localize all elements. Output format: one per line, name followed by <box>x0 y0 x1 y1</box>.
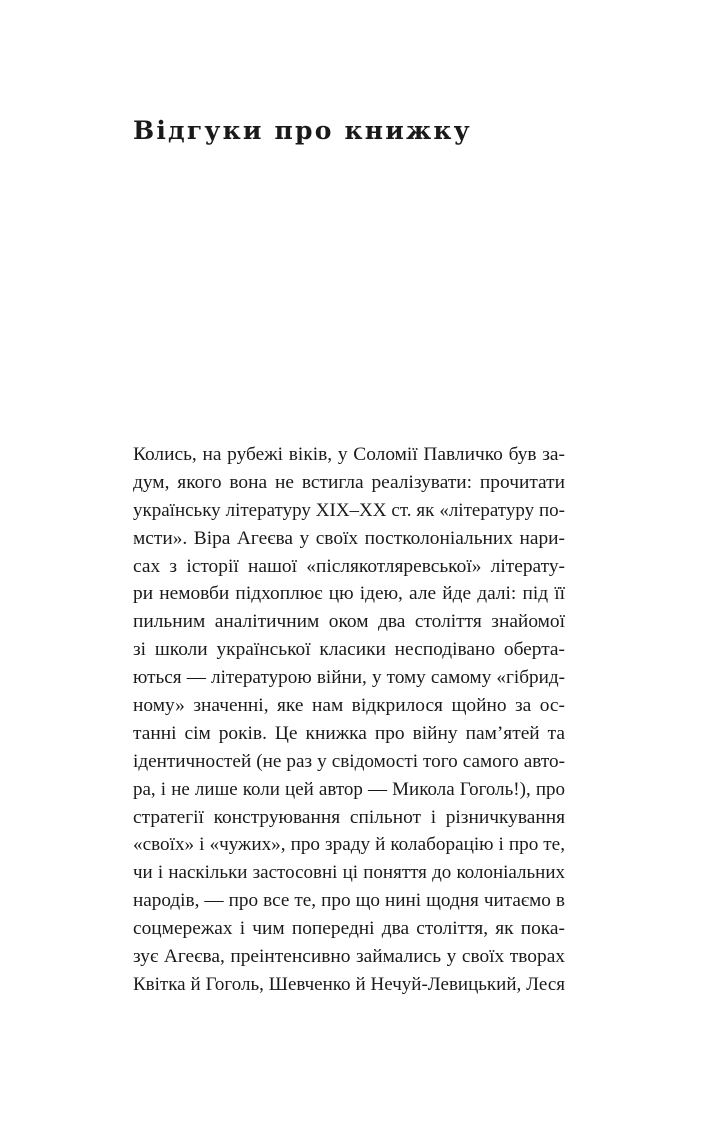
paragraph-line: соцмережах і чим попередні два століття, як пока- <box>133 918 565 940</box>
paragraph-line: ра, і не лише коли цей автор — Микола Гоголь!), про <box>133 778 565 800</box>
paragraph-line: пильним аналітичним оком два століття знайомої <box>133 611 565 633</box>
paragraph-line: Квітка й Гоголь, Шевченко й Нечуй-Левицький, Леся <box>133 973 565 995</box>
paragraph-line: чи і наскільки застосовні ці поняття до колоніальних <box>133 862 565 884</box>
paragraph-line: сах з історії нашої «післякотляревської» літерату- <box>133 555 565 577</box>
paragraph-line: зує Агеєва, преінтенсивно займались у своїх творах <box>133 946 565 968</box>
paragraph-line: народів, — про все те, про що нині щодня читаємо в <box>133 890 565 912</box>
paragraph-line: ному» значенні, яке нам відкрилося щойно за ос- <box>133 695 565 717</box>
paragraph-line: Колись, на рубежі віків, у Соломії Павличко був за- <box>133 444 565 465</box>
paragraph-line: «своїх» і «чужих», про зраду й колаборацію і про те, <box>133 834 565 856</box>
paragraph-line: стратегії конструювання спільнот і різничкування <box>133 806 565 828</box>
paragraph-line: дум, якого вона не встигла реалізувати: прочитати <box>133 471 565 493</box>
paragraph-line: танні сім років. Це книжка про війну пам’ятей та <box>133 722 565 744</box>
paragraph-line: ри немовби підхоплює цю ідею, але йде далі: під її <box>133 583 565 605</box>
paragraph-line: українську літературу ХІХ–ХХ ст. як «літературу по- <box>133 499 565 521</box>
paragraph-line: ідентичностей (не раз у свідомості того самого авто- <box>133 750 565 772</box>
page-heading: Відгуки про книжку <box>133 116 472 145</box>
paragraph-line: ються — літературою війни, у тому самому «гібрид- <box>133 667 565 689</box>
review-paragraph <box>133 441 565 999</box>
paragraph-line: мсти». Віра Агеєва у своїх постколоніальних нари- <box>133 527 565 549</box>
paragraph-line: зі школи української класики несподівано оберта- <box>133 639 565 661</box>
